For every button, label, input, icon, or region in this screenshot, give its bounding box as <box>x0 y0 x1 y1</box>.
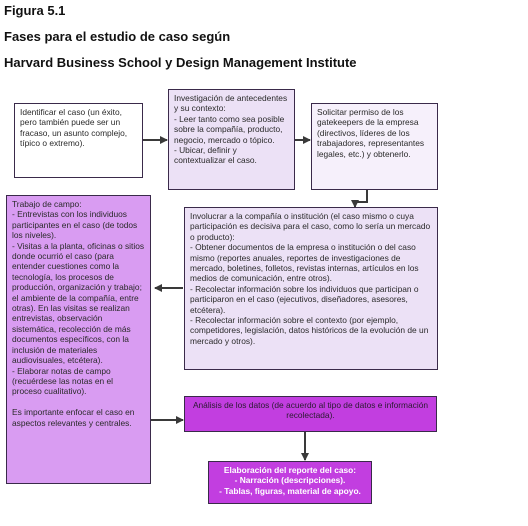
box-request-permission: Solicitar permiso de los gatekeepers de la empresa (directivos, líderes de los trabajadores, representantes legales, etc.) y obtenerlo. <box>311 103 438 190</box>
box-data-analysis: Análisis de los datos (de acuerdo al tipo de datos e información recolectada). <box>184 396 437 432</box>
box-research-context: Investigación de antecedentes y su contexto: - Leer tanto como sea posible sobre la compañía, producto, negocio, mercado o tópico. - Ubicar, definir y contextualizar el caso. <box>168 89 295 190</box>
figure-title-line2: Harvard Business School y Design Management Institute <box>4 55 357 70</box>
box-fieldwork: Trabajo de campo: - Entrevistas con los individuos participantes en el caso (de todos los niveles). - Visitas a la planta, oficinas o sitios donde ocurrió el caso (para entender cuestiones como la tecnología, los procesos de producción, organización y trabajo; el ambiente de la compañía, entre otras). En las visitas se realizan entrevistas, observación sistemática, recolección de más documentos específicos, con la inclusión de materiales audiovisuales, etcétera). - Elaborar notas de campo (recuérdese las notas en el proceso cualitativo). Es importante enfocar el caso en aspectos relevantes y centrales. <box>6 195 151 484</box>
arrow-permission-to-involve <box>355 190 367 207</box>
box-involve-company: Involucrar a la compañía o institución (el caso mismo o cuya participación es decisiva para el caso, como lo sería un mercado o producto): - Obtener documentos de la empresa o institución o del caso mismo (reportes anuales, reportes de investigaciones de mercado, boletines, folletos, revistas internas, artículos en los medios de comunicación, entre otros). - Recolectar información sobre los individuos que participan o participaron en el caso (ejecutivos, diseñadores, asesores, etcétera). - Recolectar información sobre el contexto (por ejemplo, competidores, legislación, datos históricos de la evolución de un mercado y otros). <box>184 207 438 370</box>
figure-label: Figura 5.1 <box>4 3 66 18</box>
box-case-report: Elaboración del reporte del caso: - Narración (descripciones). - Tablas, figuras, material de apoyo. <box>208 461 372 504</box>
box-identify-case: Identificar el caso (un éxito, pero también puede ser un fracaso, un asunto complejo, típico o extremo). <box>14 103 143 178</box>
figure-title-line1: Fases para el estudio de caso según <box>4 29 231 44</box>
